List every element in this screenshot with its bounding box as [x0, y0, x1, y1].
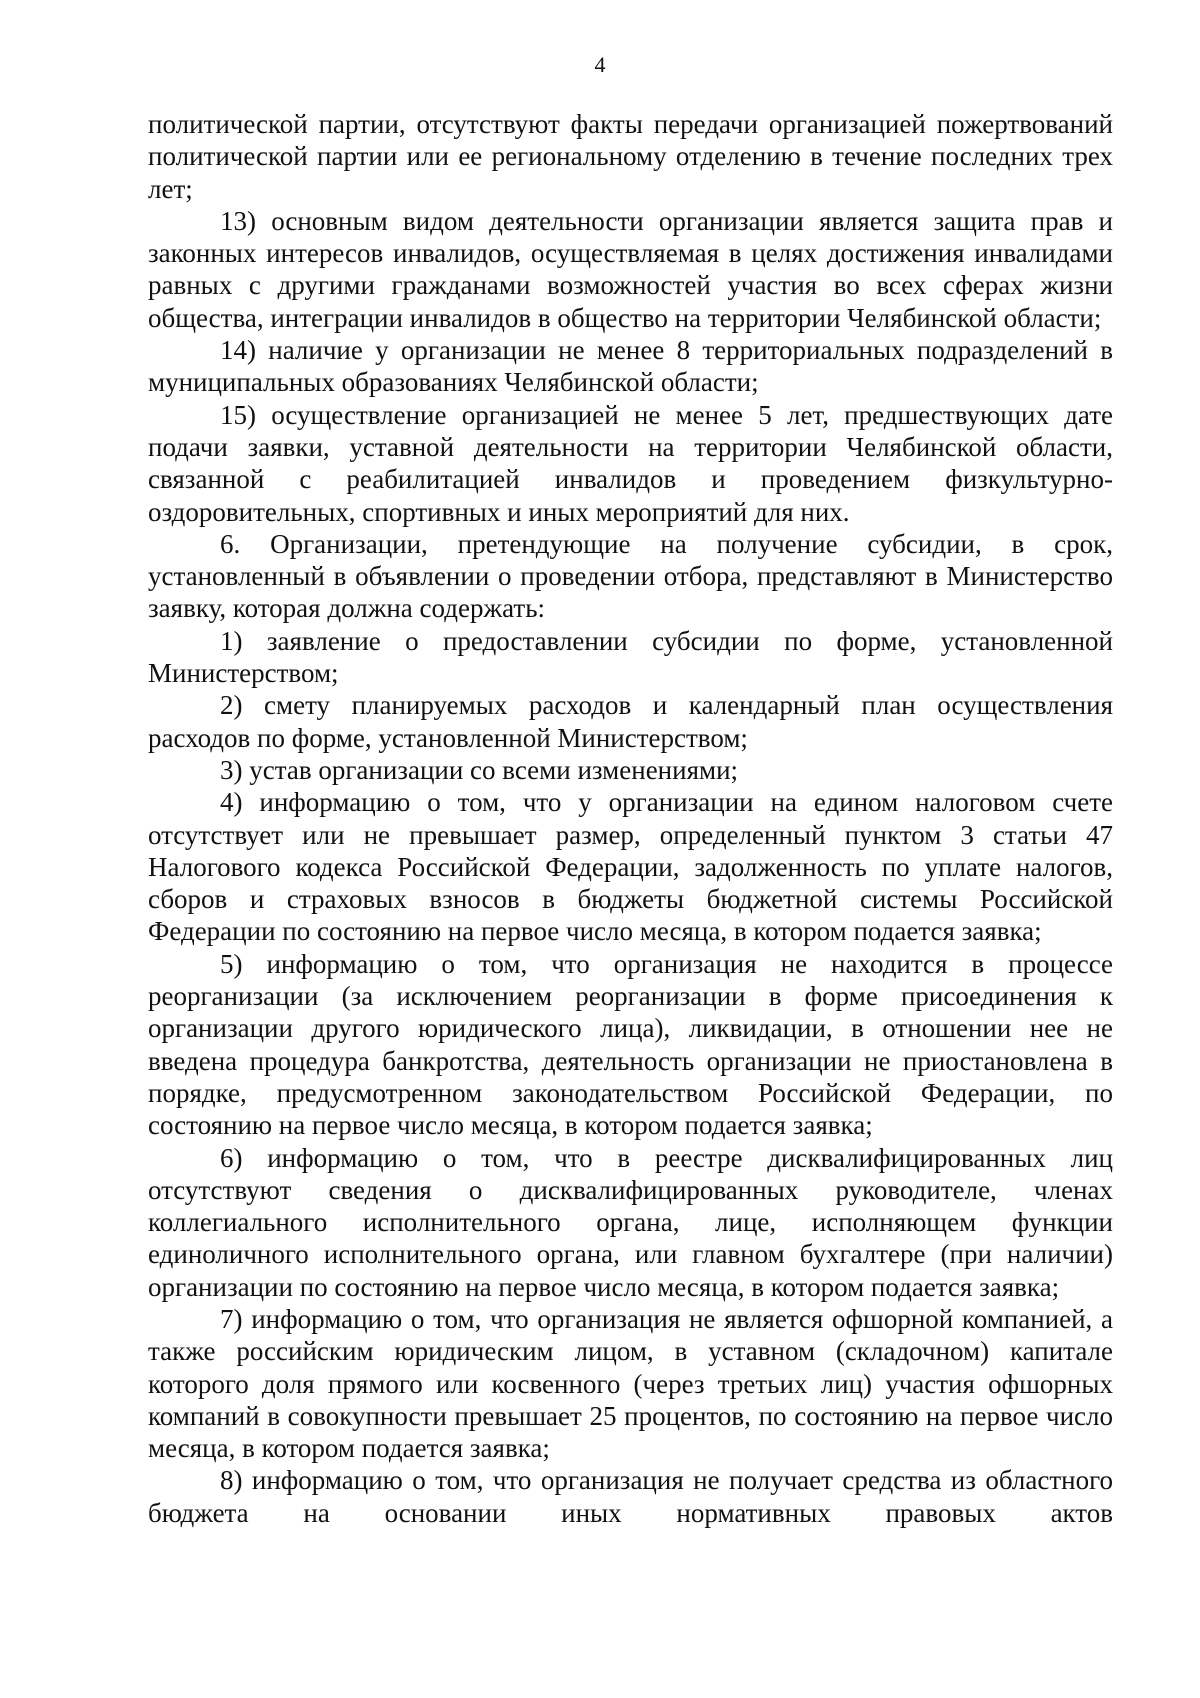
paragraph-continuation: политической партии, отсутствуют факты передачи организацией пожертвований политической партии или ее региональному отделению в течение последних трех лет; [148, 109, 1113, 204]
paragraph-subitem-6: 6) информацию о том, что в реестре дисквалифицированных лиц отсутствуют сведения о дисквалифицированных руководителе, членах коллегиального исполнительного органа, лице, исполняющем функции единоличного исполнительного органа, или главном бухгалтере (при наличии) организации по состоянию на первое число месяца, в котором подается заявка; [148, 1142, 1113, 1302]
paragraph-subitem-7: 7) информацию о том, что организация не является офшорной компанией, а также российским юридическим лицом, в уставном (складочном) капитале которого доля прямого или косвенного (через третьих лиц) участия офшорных компаний в совокупности превышает 25 процентов, по состоянию на первое число месяца, в котором подается заявка; [148, 1303, 1113, 1464]
paragraph-subitem-4: 4) информацию о том, что у организации на едином налоговом счете отсутствует или не превышает размер, определенный пунктом 3 статьи 47 Налогового кодекса Российской Федерации, задолженность по уплате налогов, сборов и страховых взносов в бюджеты бюджетной системы Российской Федерации по состоянию на первое число месяца, в котором подается заявка; [148, 787, 1113, 947]
paragraph-item-15: 15) осуществление организацией не менее 5 лет, предшествующих дате подачи заявки, уставной деятельности на территории Челябинской области, связанной с реабилитацией инвалидов и проведением физкультурно-оздоровительных, спортивных и иных мероприятий для них. [148, 399, 1113, 527]
paragraph-subitem-1: 1) заявление о предоставлении субсидии по форме, установленной Министерством; [148, 625, 1113, 689]
document-body [148, 108, 1113, 1529]
paragraph-subitem-5: 5) информацию о том, что организация не находится в процессе реорганизации (за исключением реорганизации в форме присоединения к организации другого юридического лица), ликвидации, в отношении нее не введена процедура банкротства, деятельность организации не приостановлена в порядке, предусмотренном законодательством Российской Федерации, по состоянию на первое число месяца, в котором подается заявка; [148, 948, 1113, 1141]
page-number: 4 [594, 52, 606, 77]
paragraph-item-14: 14) наличие у организации не менее 8 территориальных подразделений в муниципальных образованиях Челябинской области; [148, 335, 1113, 398]
paragraph-subitem-2: 2) смету планируемых расходов и календарный план осуществления расходов по форме, установленной Министерством; [148, 690, 1113, 753]
paragraph-subitem-3: 3) устав организации со всеми изменениями; [220, 754, 739, 785]
paragraph-item-13: 13) основным видом деятельности организации является защита прав и законных интересов инвалидов, осуществляемая в целях достижения инвалидами равных с другими гражданами возможностей участия во всех сферах жизни общества, интеграции инвалидов в общество на территории Челябинской области; [148, 205, 1113, 333]
paragraph-clause-6: 6. Организации, претендующие на получение субсидии, в срок, установленный в объявлении о проведении отбора, представляют в Министерство заявку, которая должна содержать: [148, 528, 1113, 624]
paragraph-subitem-8: 8) информацию о том, что организация не получает средства из областного бюджета на основании иных нормативных правовых актов [148, 1465, 1113, 1528]
